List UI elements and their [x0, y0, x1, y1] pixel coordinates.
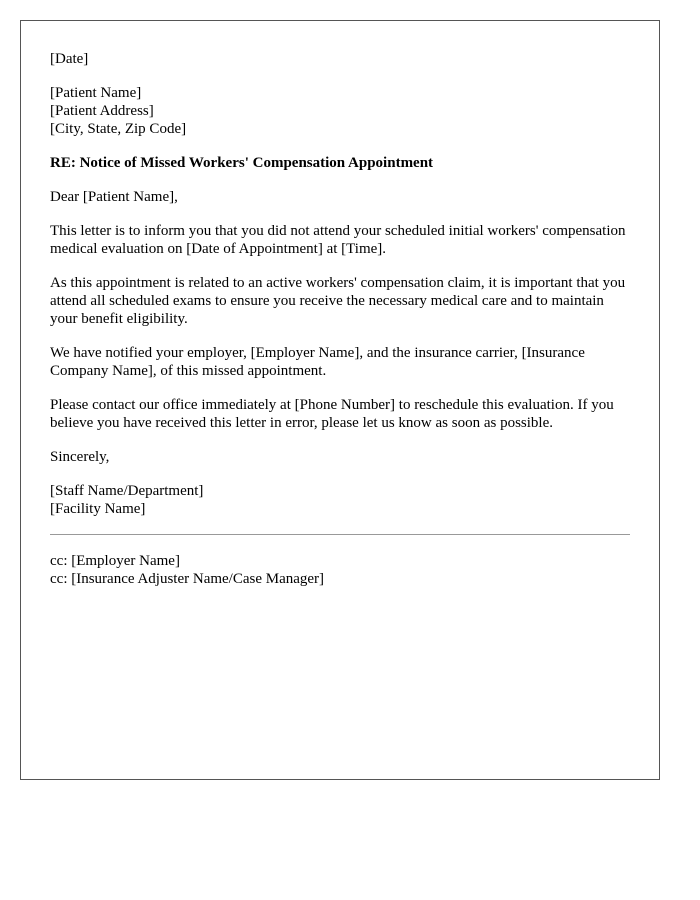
body-paragraph-2: As this appointment is related to an active workers' compensation claim, it is important that you attend all scheduled exams to ensure you receive the necessary medical care and to maintain your benefit eligibility. [50, 275, 626, 327]
signature-staff: [Staff Name/Department] [50, 483, 204, 499]
cc-employer: cc: [Employer Name] [50, 553, 180, 569]
cc-list [50, 552, 630, 588]
closing: Sincerely, [50, 449, 110, 465]
body-paragraph-4: Please contact our office immediately at [Phone Number] to reschedule this evaluation. If you believe you have received this letter in error, please let us know as soon as possible. [50, 397, 614, 431]
recipient-name: [Patient Name] [50, 85, 142, 101]
divider [50, 534, 630, 535]
letter-date [50, 50, 630, 68]
letter-page [20, 20, 660, 780]
body-paragraph-3: We have notified your employer, [Employer Name], and the insurance carrier, [Insurance Company Name], of this missed appointment. [50, 345, 585, 379]
recipient-city-state-zip: [City, State, Zip Code] [50, 121, 187, 137]
cc-insurance-adjuster: cc: [Insurance Adjuster Name/Case Manager] [50, 571, 325, 587]
signature-block [50, 482, 630, 518]
date-text: [Date] [50, 51, 89, 67]
body-paragraph-1: This letter is to inform you that you did not attend your scheduled initial workers' compensation medical evaluation on [Date of Appointment] at [Time]. [50, 223, 626, 257]
recipient-street: [Patient Address] [50, 103, 154, 119]
salutation: Dear [Patient Name], [50, 189, 178, 205]
recipient-address [50, 84, 630, 138]
signature-facility: [Facility Name] [50, 501, 146, 517]
subject-line: RE: Notice of Missed Workers' Compensation Appointment [50, 155, 434, 171]
